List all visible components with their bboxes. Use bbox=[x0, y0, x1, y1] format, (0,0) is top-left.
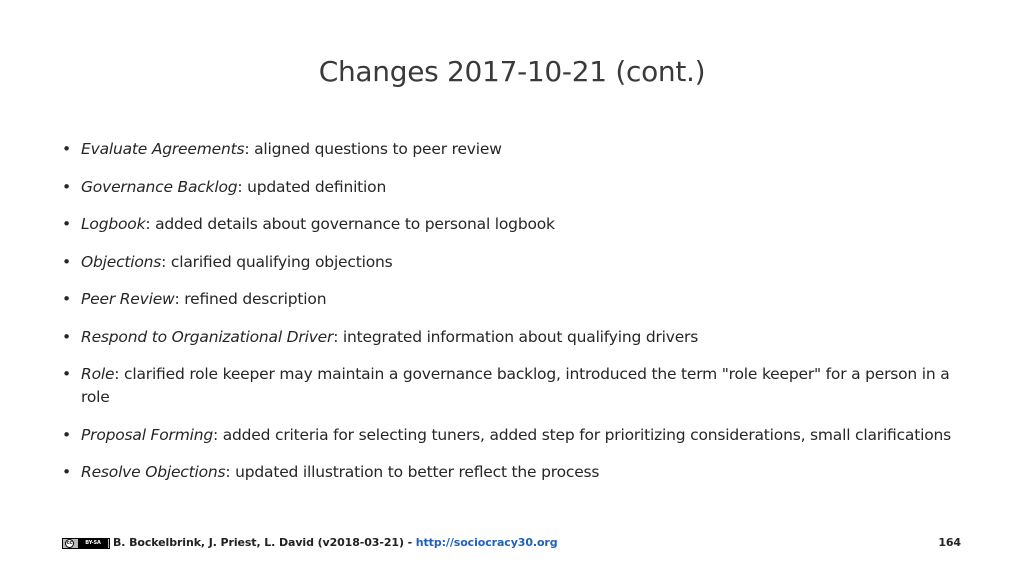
change-list bbox=[62, 138, 972, 499]
footer-link[interactable]: http://sociocracy30.org bbox=[415, 536, 558, 549]
item-term: Objections bbox=[81, 252, 162, 271]
list-item bbox=[62, 461, 972, 484]
list-item bbox=[62, 176, 972, 199]
list-item bbox=[62, 288, 972, 311]
cc-circle: cc bbox=[66, 540, 73, 546]
footer-credit bbox=[113, 536, 558, 549]
bullet-icon: • bbox=[62, 215, 71, 233]
item-term: Role bbox=[81, 365, 115, 383]
item-text: : integrated information about qualifying drivers bbox=[333, 327, 699, 346]
item-term: Evaluate Agreements bbox=[81, 140, 245, 158]
item-text: : clariﬁed qualifying objections bbox=[161, 252, 393, 271]
item-term: Proposal Forming bbox=[81, 425, 213, 444]
cc-label: BY-SA bbox=[78, 539, 108, 548]
footer bbox=[62, 536, 961, 552]
slide-title: Changes 2017-10-21 (cont.) bbox=[318, 55, 706, 88]
item-text: : updated illustration to better reﬂect the process bbox=[225, 463, 600, 481]
item-text: : reﬁned description bbox=[174, 290, 327, 308]
list-item bbox=[62, 213, 972, 236]
bullet-icon: • bbox=[62, 327, 71, 346]
item-term: Logbook bbox=[81, 215, 146, 233]
bullet-icon: • bbox=[62, 140, 71, 158]
item-term: Governance Backlog bbox=[81, 177, 238, 196]
bullet-icon: • bbox=[62, 290, 71, 308]
bullet-icon: • bbox=[62, 425, 71, 444]
bullet-icon: • bbox=[62, 463, 71, 481]
list-item bbox=[62, 424, 972, 447]
list-item bbox=[62, 363, 972, 409]
item-text: : updated deﬁnition bbox=[237, 177, 387, 196]
item-term: Respond to Organizational Driver bbox=[81, 327, 334, 346]
item-text: : added criteria for selecting tuners, added step for prioritizing considerations, small clariﬁcations bbox=[212, 425, 951, 444]
credit-text: B. Bockelbrink, J. Priest, L. David (v2018-03-21) - bbox=[113, 536, 416, 549]
cc-by-sa-license-icon[interactable] bbox=[62, 538, 110, 549]
item-text: : added details about governance to personal logbook bbox=[145, 215, 555, 233]
list-item bbox=[62, 138, 972, 161]
bullet-icon: • bbox=[62, 365, 71, 383]
item-term: Resolve Objections bbox=[81, 463, 226, 481]
page-number: 164 bbox=[938, 536, 961, 549]
item-term: Peer Review bbox=[81, 290, 175, 308]
bullet-icon: • bbox=[62, 252, 71, 271]
item-text: : aligned questions to peer review bbox=[244, 140, 502, 158]
bullet-icon: • bbox=[62, 177, 71, 196]
list-item bbox=[62, 326, 972, 349]
list-item bbox=[62, 251, 972, 274]
item-text: : clariﬁed role keeper may maintain a governance backlog, introduced the term "role keeper" for a person in a role bbox=[81, 365, 950, 406]
